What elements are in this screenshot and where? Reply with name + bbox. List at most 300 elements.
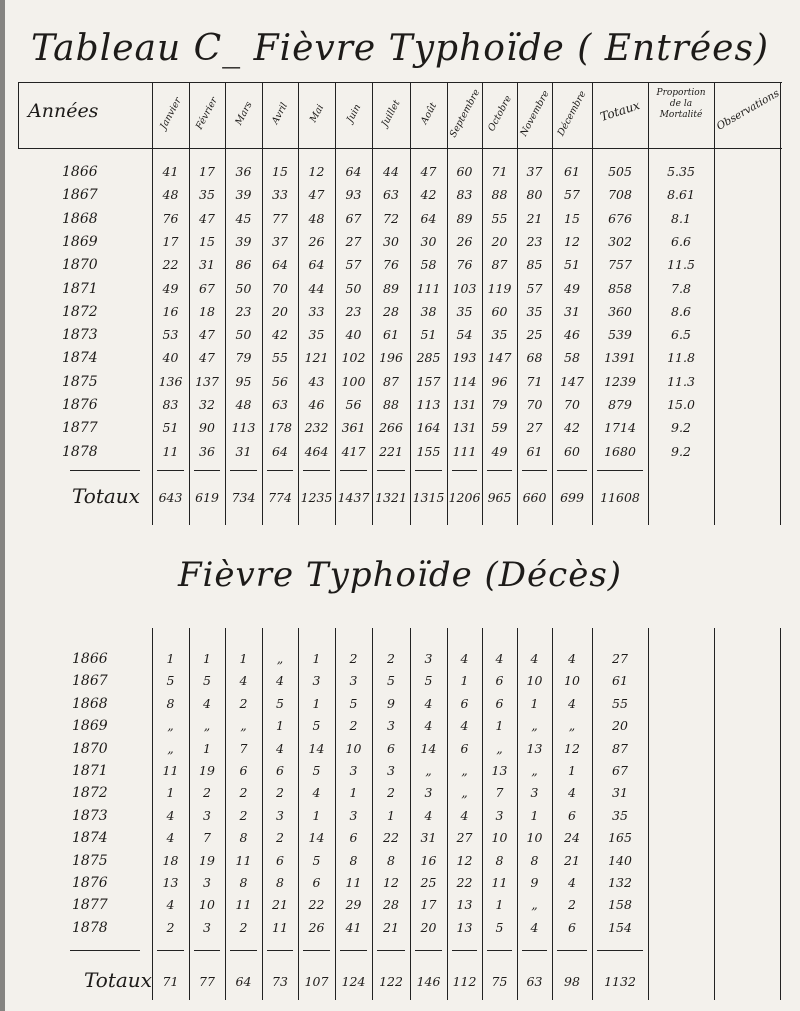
- month-value: 27: [345, 234, 362, 249]
- month-value: 38: [420, 304, 437, 319]
- month-value: 1: [530, 696, 539, 711]
- sum-dash: [597, 950, 643, 951]
- row-proportion: 6.5: [671, 327, 691, 342]
- column-total: 107: [304, 974, 329, 989]
- month-value: „: [167, 718, 174, 733]
- month-value: 4: [312, 785, 321, 800]
- row-total: 154: [608, 920, 632, 935]
- month-value: 44: [383, 164, 399, 179]
- column-total: 112: [452, 974, 477, 989]
- sum-dash: [415, 950, 442, 951]
- month-value: 51: [162, 420, 179, 435]
- month-value: 6: [568, 808, 576, 823]
- month-value: 28: [383, 304, 399, 319]
- month-value: 4: [568, 651, 576, 666]
- month-value: 40: [345, 327, 362, 342]
- month-value: 1: [203, 741, 211, 756]
- month-value: 111: [452, 444, 477, 459]
- month-value: 2: [387, 785, 395, 800]
- row-total: 1714: [604, 420, 636, 435]
- month-value: 85: [526, 257, 543, 272]
- sum-dash: [557, 950, 587, 951]
- sum-dash: [303, 950, 330, 951]
- month-value: 361: [341, 420, 366, 435]
- header-month-10: Octobre: [485, 93, 514, 134]
- header-bottom-rule: [18, 148, 782, 149]
- row-year: 1878: [62, 444, 98, 460]
- month-value: 86: [235, 257, 252, 272]
- month-value: 48: [235, 397, 252, 412]
- column-total: 73: [272, 974, 288, 989]
- month-value: 6: [387, 741, 395, 756]
- month-value: „: [531, 897, 538, 912]
- month-value: 47: [308, 187, 325, 202]
- month-value: 70: [526, 397, 543, 412]
- month-value: 47: [420, 164, 437, 179]
- month-value: 6: [276, 763, 284, 778]
- month-value: „: [531, 718, 538, 733]
- month-value: 87: [383, 374, 399, 389]
- month-value: 232: [304, 420, 329, 435]
- row-total: 31: [612, 785, 628, 800]
- month-value: 6: [312, 875, 321, 890]
- month-value: 4: [495, 651, 504, 666]
- month-value: 10: [526, 830, 543, 845]
- month-value: 79: [491, 397, 508, 412]
- month-value: 5: [495, 920, 504, 935]
- month-value: 12: [564, 234, 580, 249]
- month-value: „: [167, 741, 174, 756]
- month-value: 13: [491, 763, 508, 778]
- month-value: 50: [235, 281, 252, 296]
- month-value: 131: [452, 420, 477, 435]
- month-value: 22: [308, 897, 325, 912]
- month-value: 13: [456, 897, 473, 912]
- month-value: 33: [308, 304, 325, 319]
- month-value: 464: [304, 444, 329, 459]
- row-total: 67: [612, 763, 628, 778]
- month-value: „: [276, 651, 284, 666]
- row-year: 1866: [72, 651, 108, 667]
- month-value: 10: [564, 673, 580, 688]
- month-value: 14: [308, 741, 325, 756]
- month-value: 88: [383, 397, 399, 412]
- month-value: 417: [341, 444, 366, 459]
- month-value: 59: [491, 420, 508, 435]
- month-value: 23: [345, 304, 362, 319]
- row-total: 1680: [604, 444, 636, 459]
- column-total: 1321: [375, 490, 407, 505]
- row-total: 27: [612, 651, 628, 666]
- sum-dash: [157, 470, 184, 471]
- month-value: 41: [162, 164, 179, 179]
- sum-dash: [194, 470, 220, 471]
- header-month-3: Mars: [232, 99, 255, 128]
- column-rule: [780, 82, 781, 525]
- deaths-totals-label: Totaux: [84, 968, 152, 992]
- column-total: 98: [564, 974, 580, 989]
- sum-dash: [452, 470, 477, 471]
- month-value: 30: [383, 234, 399, 249]
- column-total: 965: [487, 490, 512, 505]
- month-value: 10: [526, 673, 543, 688]
- month-value: 56: [272, 374, 288, 389]
- month-value: 3: [312, 673, 321, 688]
- header-month-12: Décembre: [555, 89, 589, 138]
- month-value: 49: [162, 281, 179, 296]
- month-value: 83: [456, 187, 473, 202]
- month-value: 47: [199, 350, 215, 365]
- row-year: 1874: [72, 830, 108, 846]
- month-value: „: [240, 718, 247, 733]
- month-value: 44: [308, 281, 325, 296]
- month-value: 4: [424, 696, 433, 711]
- row-total: 140: [608, 853, 632, 868]
- month-value: 11: [162, 444, 179, 459]
- month-value: 67: [345, 211, 362, 226]
- header-month-5: Mai: [307, 102, 326, 125]
- month-value: „: [531, 763, 538, 778]
- month-value: 8: [239, 875, 248, 890]
- month-value: 42: [420, 187, 437, 202]
- month-value: 1: [203, 651, 211, 666]
- row-total: 858: [608, 281, 632, 296]
- month-value: 55: [272, 350, 288, 365]
- month-value: 111: [416, 281, 441, 296]
- month-value: 131: [452, 397, 477, 412]
- header-month-11: Novembre: [517, 88, 552, 139]
- month-value: 31: [420, 830, 437, 845]
- column-total: 643: [158, 490, 183, 505]
- month-value: 21: [272, 897, 288, 912]
- sum-dash: [487, 470, 512, 471]
- row-total: 165: [608, 830, 632, 845]
- month-value: 102: [341, 350, 366, 365]
- month-value: 2: [239, 696, 248, 711]
- row-year: 1875: [72, 853, 108, 869]
- month-value: 147: [560, 374, 584, 389]
- month-value: 1: [276, 718, 284, 733]
- month-value: 8: [276, 875, 284, 890]
- month-value: 4: [568, 696, 576, 711]
- month-value: 51: [420, 327, 437, 342]
- column-total: 124: [341, 974, 366, 989]
- month-value: 8: [387, 853, 395, 868]
- month-value: 61: [564, 164, 580, 179]
- month-value: 2: [239, 808, 248, 823]
- month-value: 64: [272, 444, 288, 459]
- header-top-rule: [18, 82, 782, 83]
- month-value: 29: [345, 897, 362, 912]
- row-total: 879: [608, 397, 632, 412]
- month-value: 13: [456, 920, 473, 935]
- sum-dash: [597, 470, 643, 471]
- month-value: 23: [526, 234, 543, 249]
- row-total: 708: [608, 187, 632, 202]
- column-total: 619: [195, 490, 219, 505]
- month-value: 33: [272, 187, 288, 202]
- row-year: 1877: [62, 420, 98, 436]
- month-value: 18: [162, 853, 179, 868]
- month-value: 67: [199, 281, 215, 296]
- month-value: 57: [345, 257, 362, 272]
- sum-dash: [487, 950, 512, 951]
- month-value: 27: [456, 830, 473, 845]
- sum-dash: [522, 950, 547, 951]
- month-value: 60: [564, 444, 580, 459]
- month-value: 100: [341, 374, 366, 389]
- row-total: 35: [612, 808, 628, 823]
- month-value: 13: [162, 875, 179, 890]
- month-value: 2: [239, 785, 248, 800]
- month-value: 23: [235, 304, 252, 319]
- month-value: 60: [491, 304, 508, 319]
- month-value: 35: [199, 187, 215, 202]
- month-value: 121: [304, 350, 329, 365]
- month-value: 50: [345, 281, 362, 296]
- row-proportion: 11.3: [667, 374, 695, 389]
- month-value: 31: [235, 444, 252, 459]
- month-value: 4: [460, 718, 469, 733]
- row-total: 1391: [604, 350, 636, 365]
- row-year: 1870: [72, 741, 108, 757]
- sum-dash: [415, 470, 442, 471]
- row-year: 1873: [62, 327, 98, 343]
- month-value: „: [568, 718, 576, 733]
- header-proportion: Proportion de la Mortalité: [656, 88, 706, 120]
- month-value: 3: [387, 763, 395, 778]
- month-value: 8: [495, 853, 504, 868]
- month-value: 50: [235, 327, 252, 342]
- sum-dash: [522, 470, 547, 471]
- month-value: 71: [526, 374, 543, 389]
- month-value: 113: [416, 397, 441, 412]
- row-total: 676: [608, 211, 632, 226]
- month-value: 196: [379, 350, 403, 365]
- header-month-2: Février: [193, 95, 221, 132]
- month-value: 76: [383, 257, 399, 272]
- month-value: 18: [199, 304, 215, 319]
- sum-dash: [340, 470, 367, 471]
- month-value: 20: [491, 234, 508, 249]
- sum-dash: [303, 470, 330, 471]
- month-value: „: [461, 785, 468, 800]
- month-value: 70: [564, 397, 580, 412]
- month-value: „: [203, 718, 211, 733]
- month-value: 1: [239, 651, 248, 666]
- month-value: 4: [166, 830, 175, 845]
- month-value: 42: [564, 420, 580, 435]
- row-total: 302: [608, 234, 632, 249]
- month-value: 4: [424, 718, 433, 733]
- month-value: 11: [491, 875, 508, 890]
- month-value: 46: [564, 327, 580, 342]
- sum-dash: [70, 950, 140, 951]
- row-total: 505: [608, 164, 632, 179]
- sum-dash: [267, 950, 293, 951]
- month-value: 136: [158, 374, 183, 389]
- header-totaux: Totaux: [598, 98, 642, 124]
- month-value: 35: [526, 304, 543, 319]
- month-value: 64: [345, 164, 362, 179]
- column-total: 774: [268, 490, 292, 505]
- month-value: „: [425, 763, 432, 778]
- row-year: 1869: [72, 718, 108, 734]
- month-value: 5: [387, 673, 395, 688]
- month-value: 10: [199, 897, 215, 912]
- month-value: 36: [199, 444, 215, 459]
- month-value: 47: [199, 327, 215, 342]
- month-value: 55: [491, 211, 508, 226]
- month-value: 10: [491, 830, 508, 845]
- month-value: 93: [345, 187, 362, 202]
- month-value: 89: [383, 281, 399, 296]
- month-value: 164: [416, 420, 441, 435]
- month-value: 25: [420, 875, 437, 890]
- month-value: 2: [166, 920, 175, 935]
- month-value: 71: [491, 164, 508, 179]
- column-total: 1437: [337, 490, 370, 505]
- month-value: 42: [272, 327, 288, 342]
- month-value: 2: [387, 651, 395, 666]
- month-value: 61: [383, 327, 399, 342]
- month-value: 39: [235, 187, 252, 202]
- month-value: 103: [452, 281, 477, 296]
- month-value: 6: [460, 741, 469, 756]
- month-value: 49: [491, 444, 508, 459]
- month-value: 266: [379, 420, 403, 435]
- row-year: 1868: [62, 211, 98, 227]
- row-total: 539: [608, 327, 632, 342]
- month-value: 285: [416, 350, 441, 365]
- month-value: 8: [239, 830, 248, 845]
- row-proportion: 8.61: [667, 187, 695, 202]
- month-value: 36: [235, 164, 252, 179]
- month-value: 47: [199, 211, 215, 226]
- month-value: 7: [239, 741, 248, 756]
- month-value: 27: [526, 420, 543, 435]
- month-value: 114: [452, 374, 477, 389]
- month-value: 1: [387, 808, 395, 823]
- row-proportion: 6.6: [671, 234, 691, 249]
- grand-total: 1132: [604, 974, 636, 989]
- month-value: 3: [349, 763, 358, 778]
- month-value: 3: [387, 718, 395, 733]
- month-value: 56: [345, 397, 362, 412]
- column-total: 1206: [448, 490, 481, 505]
- month-value: 1: [530, 808, 539, 823]
- month-value: 28: [383, 897, 399, 912]
- month-value: 68: [526, 350, 543, 365]
- month-value: 2: [349, 651, 358, 666]
- month-value: 90: [199, 420, 215, 435]
- sum-dash: [157, 950, 184, 951]
- month-value: 22: [162, 257, 179, 272]
- month-value: 5: [312, 718, 321, 733]
- header-month-9: Septembre: [447, 87, 482, 140]
- month-value: 12: [564, 741, 580, 756]
- month-value: 1: [460, 673, 469, 688]
- month-value: 32: [199, 397, 215, 412]
- month-value: 11: [235, 853, 252, 868]
- month-value: 3: [349, 673, 358, 688]
- entries-totals-label: Totaux: [72, 484, 140, 508]
- row-total: 132: [608, 875, 632, 890]
- row-year: 1875: [62, 374, 98, 390]
- month-value: 5: [166, 673, 175, 688]
- row-proportion: 9.2: [671, 444, 691, 459]
- month-value: 5: [203, 673, 211, 688]
- row-total: 87: [612, 741, 628, 756]
- month-value: 83: [162, 397, 179, 412]
- month-value: 5: [312, 853, 321, 868]
- column-total: 71: [162, 974, 179, 989]
- row-year: 1867: [62, 187, 98, 203]
- month-value: 4: [239, 673, 248, 688]
- row-year: 1868: [72, 696, 108, 712]
- row-proportion: 5.35: [667, 164, 695, 179]
- month-value: 4: [568, 875, 576, 890]
- row-proportion: 9.2: [671, 420, 691, 435]
- month-value: 5: [312, 763, 321, 778]
- month-value: 11: [345, 875, 362, 890]
- month-value: 4: [460, 808, 469, 823]
- month-value: 57: [564, 187, 580, 202]
- frame-left-rule: [18, 82, 19, 148]
- row-year: 1877: [72, 897, 108, 913]
- row-year: 1874: [62, 350, 98, 366]
- header-month-6: Juin: [344, 102, 363, 125]
- month-value: 1: [568, 763, 576, 778]
- month-value: 6: [495, 673, 504, 688]
- month-value: 19: [199, 853, 215, 868]
- month-value: 5: [276, 696, 284, 711]
- month-value: 63: [383, 187, 399, 202]
- month-value: 14: [420, 741, 437, 756]
- binding-edge: [0, 0, 5, 1011]
- month-value: 26: [308, 234, 325, 249]
- sum-dash: [230, 950, 257, 951]
- column-total: 122: [379, 974, 403, 989]
- month-value: 178: [268, 420, 292, 435]
- month-value: 3: [424, 651, 433, 666]
- month-value: 20: [272, 304, 288, 319]
- month-value: 58: [564, 350, 580, 365]
- row-year: 1878: [72, 920, 108, 936]
- row-proportion: 15.0: [667, 397, 695, 412]
- row-total: 360: [608, 304, 632, 319]
- column-total: 734: [231, 490, 256, 505]
- month-value: 5: [349, 696, 358, 711]
- month-value: 79: [235, 350, 252, 365]
- month-value: 21: [383, 920, 399, 935]
- column-total: 64: [235, 974, 252, 989]
- grand-total: 11608: [600, 490, 640, 505]
- month-value: 11: [162, 763, 179, 778]
- sum-dash: [452, 950, 477, 951]
- month-value: 12: [308, 164, 325, 179]
- row-total: 158: [608, 897, 632, 912]
- month-value: „: [461, 763, 468, 778]
- month-value: 6: [349, 830, 358, 845]
- row-year: 1870: [62, 257, 98, 273]
- month-value: 49: [564, 281, 580, 296]
- month-value: 7: [495, 785, 504, 800]
- row-total: 757: [608, 257, 632, 272]
- month-value: 35: [308, 327, 325, 342]
- month-value: 10: [345, 741, 362, 756]
- month-value: 35: [491, 327, 508, 342]
